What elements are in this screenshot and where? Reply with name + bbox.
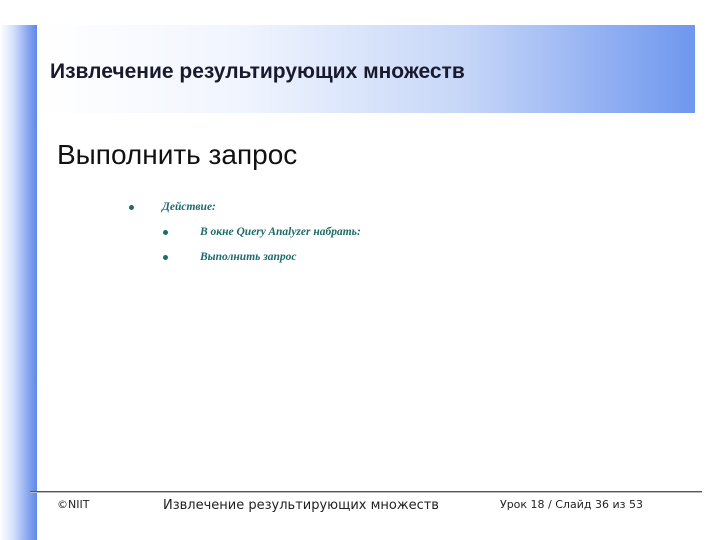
bullet-item-query-analyzer [163,226,361,238]
bullet-dot-icon [163,230,168,235]
bullet-dot-icon [129,205,134,210]
bullet-dot-icon [163,255,168,260]
left-decorative-bar [0,25,37,540]
bullet-text: Действие: [162,201,216,213]
footer-title: Извлечение результирующих множеств [163,498,439,513]
footer-divider [30,491,702,492]
bullet-text: Выполнить запрос [200,251,297,263]
bullet-text: В окне Query Analyzer набрать: [200,226,361,238]
slide-title: Извлечение результирующих множеств [50,60,465,83]
bullet-item-action [129,201,216,213]
bullet-item-execute-query [163,251,297,263]
footer-page-info: Урок 18 / Слайд 36 из 53 [500,498,643,511]
footer-copyright: ©NIIT [57,498,90,511]
slide-subtitle: Выполнить запрос [57,139,298,170]
